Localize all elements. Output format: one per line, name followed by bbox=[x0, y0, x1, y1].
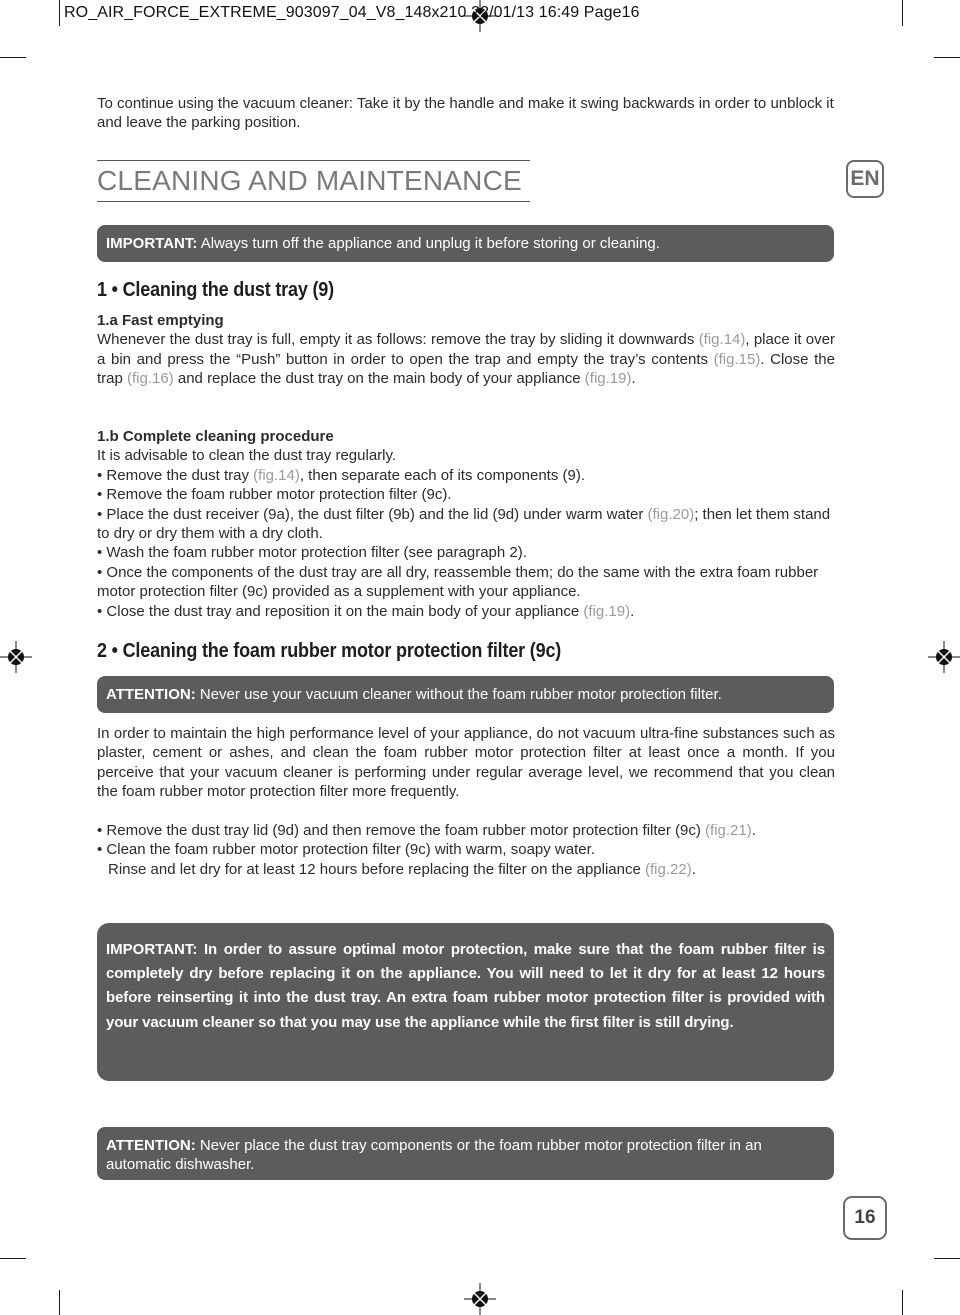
crop-mark bbox=[59, 0, 60, 26]
fast-emptying-block bbox=[97, 311, 835, 389]
list-item: • Remove the dust tray (fig.14), then separate each of its components (9). bbox=[97, 466, 586, 484]
crop-mark bbox=[902, 1290, 903, 1315]
crop-mark bbox=[59, 1290, 60, 1315]
figure-reference: (fig.22) bbox=[645, 860, 692, 878]
banner-text: Always turn off the appliance and unplug it before storing or cleaning. bbox=[197, 235, 660, 252]
banner-text: Never place the dust tray components or the foam rubber motor protection filter in an automatic dishwasher. bbox=[106, 1137, 762, 1173]
attention-dishwasher-banner bbox=[97, 1127, 834, 1180]
section-title: CLEANING AND MAINTENANCE bbox=[97, 160, 530, 202]
registration-mark-icon bbox=[0, 641, 32, 673]
page-number: 16 bbox=[843, 1196, 887, 1240]
figure-reference: (fig.14) bbox=[253, 466, 300, 484]
filter-steps-block bbox=[97, 821, 835, 879]
list-item: • Close the dust tray and reposition it on the main body of your appliance (fig.19). bbox=[97, 602, 635, 620]
figure-reference: (fig.19) bbox=[583, 602, 631, 620]
figure-reference: (fig.16) bbox=[127, 370, 174, 388]
intro-paragraph: To continue using the vacuum cleaner: Take it by the handle and make it swing backwards in order to unblock it and leave the parking position. bbox=[97, 95, 834, 132]
fast-emptying-paragraph: Whenever the dust tray is full, empty it as follows: remove the tray by sliding it downwards (fig.14), place it over a bin and press the “Push” button in order to open the trap and empty the tray’s contents (fig.15). Close the trap (fig.16) and replace the dust tray on the main body of your appliance (fig.19). bbox=[97, 331, 835, 388]
figure-reference: (fig.14) bbox=[698, 331, 746, 349]
complete-cleaning-heading: 1.b Complete cleaning procedure bbox=[97, 428, 334, 445]
banner-label: ATTENTION: bbox=[106, 1137, 196, 1154]
section1-heading: 1 • Cleaning the dust tray (9) bbox=[97, 279, 334, 301]
section2-heading: 2 • Cleaning the foam rubber motor protection filter (9c) bbox=[97, 640, 562, 662]
attention-banner bbox=[97, 676, 834, 713]
crop-mark bbox=[0, 1258, 26, 1259]
filter-maintenance-paragraph: In order to maintain the high performance level of your appliance, do not vacuum ultra-fine substances such as plaster, cement or ashes, and clean the foam rubber motor protection filter at least once a month. If you perceive that your vacuum cleaner is performing under regular average level, we recommend that you clean the foam rubber motor protection filter more frequently. bbox=[97, 725, 835, 801]
important-banner bbox=[97, 225, 834, 262]
complete-cleaning-block bbox=[97, 427, 835, 621]
list-item: • Once the components of the dust tray are all dry, reassemble them; do the same with the extra foam rubber motor protection filter (9c) provided as a supplement with your appliance. bbox=[97, 563, 819, 601]
complete-cleaning-intro: It is advisable to clean the dust tray regularly. bbox=[97, 447, 397, 465]
crop-mark bbox=[0, 57, 26, 58]
list-item: • Place the dust receiver (9a), the dust filter (9b) and the lid (9d) under warm water (fig.20); then let them stand to dry or dry them with a dry cloth. bbox=[97, 505, 831, 543]
list-item: • Clean the foam rubber motor protection filter (9c) with warm, soapy water. bbox=[97, 841, 595, 859]
notice-label: IMPORTANT: bbox=[106, 941, 198, 958]
print-header: RO_AIR_FORCE_EXTREME_903097_04_V8_148x210 22/01/13 16:49 Page16 bbox=[64, 4, 640, 21]
banner-label: IMPORTANT: bbox=[106, 235, 198, 252]
banner-label: ATTENTION: bbox=[106, 686, 196, 703]
figure-reference: (fig.15) bbox=[713, 350, 761, 368]
crop-mark bbox=[934, 57, 960, 58]
registration-mark-icon bbox=[464, 1283, 496, 1315]
list-item: • Remove the foam rubber motor protection filter (9c). bbox=[97, 486, 452, 504]
fast-emptying-heading: 1.a Fast emptying bbox=[97, 312, 224, 329]
figure-reference: (fig.20) bbox=[647, 505, 695, 523]
language-badge: EN bbox=[846, 160, 884, 198]
figure-reference: (fig.21) bbox=[705, 822, 752, 839]
important-notice-box bbox=[97, 923, 834, 1081]
crop-mark bbox=[902, 0, 903, 26]
registration-mark-icon bbox=[928, 641, 960, 673]
list-item: Rinse and let dry for at least 12 hours before replacing the filter on the appliance (fig.22). bbox=[108, 860, 696, 878]
notice-text: In order to assure optimal motor protection, make sure that the foam rubber filter is completely dry before replacing it on the appliance. You will need to let it dry for at least 12 hours before reinserting it into the dust tray. An extra foam rubber motor protection filter is provided with your vacuum cleaner so that you may use the appliance while the first filter is still drying. bbox=[106, 941, 825, 1031]
figure-reference: (fig.19) bbox=[584, 370, 632, 388]
banner-text: Never use your vacuum cleaner without the foam rubber motor protection filter. bbox=[195, 686, 722, 703]
list-item: • Remove the dust tray lid (9d) and then remove the foam rubber motor protection filter (9c) (fig.21). bbox=[97, 822, 756, 839]
crop-mark bbox=[934, 1258, 960, 1259]
list-item: • Wash the foam rubber motor protection filter (see paragraph 2). bbox=[97, 544, 527, 562]
